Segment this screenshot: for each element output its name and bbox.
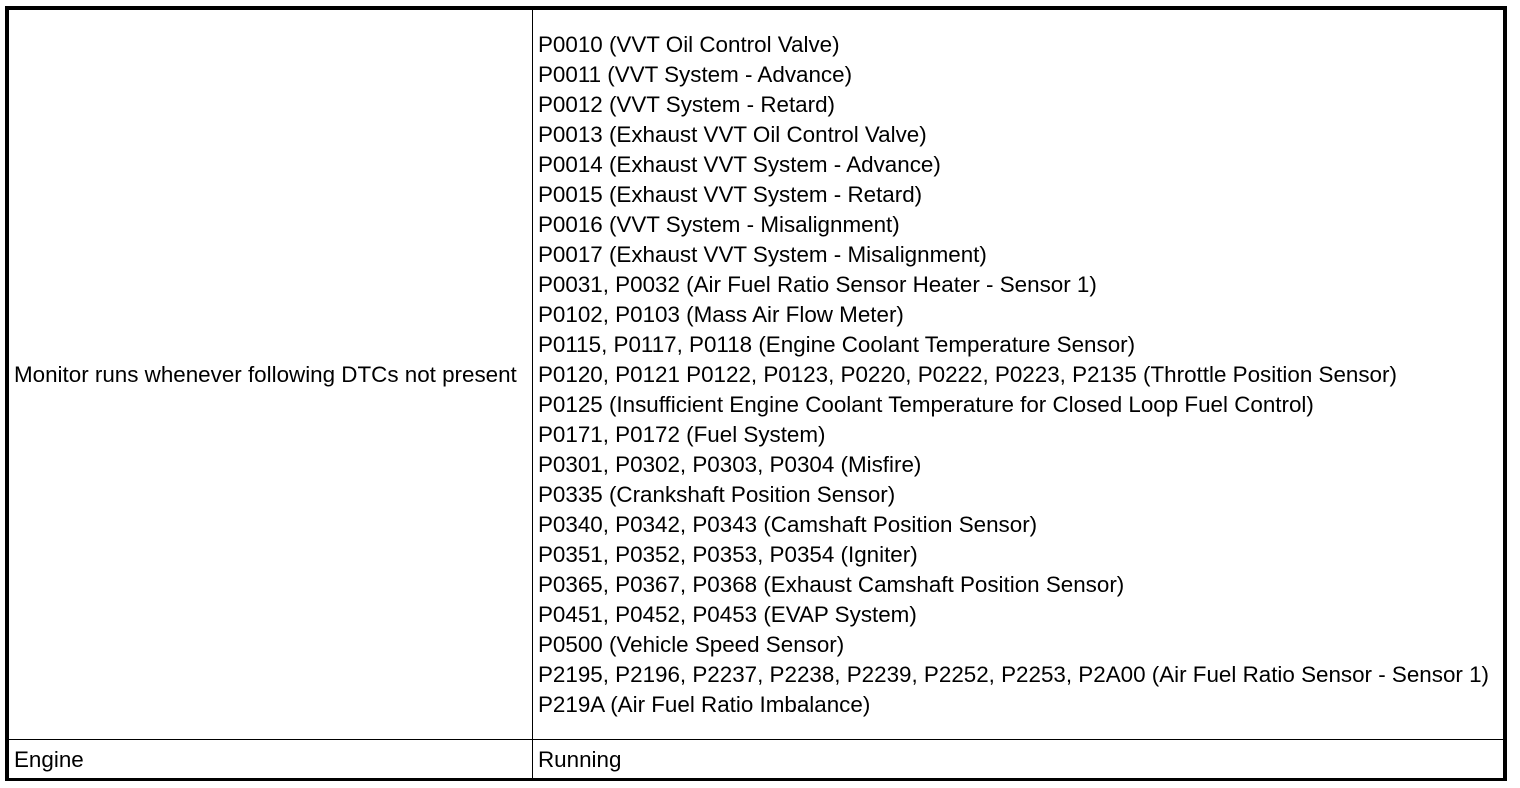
dtc-item: P0171, P0172 (Fuel System) (538, 421, 826, 447)
dtc-item: P0102, P0103 (Mass Air Flow Meter) (538, 301, 904, 327)
engine-value: Running (538, 747, 622, 772)
dtc-item: P0011 (VVT System - Advance) (538, 61, 853, 87)
dtc-item: P219A (Air Fuel Ratio Imbalance) (538, 691, 871, 717)
dtc-item: P0012 (VVT System - Retard) (538, 91, 835, 117)
spec-table (8, 9, 1504, 781)
engine-label-cell (9, 740, 533, 781)
table-row (9, 740, 1504, 781)
dtc-item: P0335 (Crankshaft Position Sensor) (538, 481, 896, 507)
dtc-item: P0365, P0367, P0368 (Exhaust Camshaft Position Sensor) (538, 571, 1125, 597)
dtc-item: P0500 (Vehicle Speed Sensor) (538, 631, 845, 657)
engine-label: Engine (14, 747, 84, 772)
dtc-item: P0017 (Exhaust VVT System - Misalignment) (538, 241, 987, 267)
dtc-item: P0014 (Exhaust VVT System - Advance) (538, 151, 941, 177)
dtc-item: P0031, P0032 (Air Fuel Ratio Sensor Heater - Sensor 1) (538, 271, 1097, 297)
dtc-item: P0451, P0452, P0453 (EVAP System) (538, 601, 917, 627)
dtc-item: P0115, P0117, P0118 (Engine Coolant Temperature Sensor) (538, 331, 1136, 357)
table-row (9, 10, 1504, 740)
spec-table-frame (5, 6, 1507, 781)
dtc-item: P0351, P0352, P0353, P0354 (Igniter) (538, 541, 918, 567)
dtc-item: P0015 (Exhaust VVT System - Retard) (538, 181, 923, 207)
engine-value-cell (533, 740, 1504, 781)
dtc-item: P0013 (Exhaust VVT Oil Control Valve) (538, 121, 927, 147)
condition-label: Monitor runs whenever following DTCs not present (14, 361, 517, 387)
condition-label-cell (9, 10, 533, 740)
dtc-item: P0301, P0302, P0303, P0304 (Misfire) (538, 451, 922, 477)
dtc-item: P0010 (VVT Oil Control Valve) (538, 31, 840, 57)
dtc-item: P0340, P0342, P0343 (Camshaft Position Sensor) (538, 511, 1038, 537)
dtc-list-cell (533, 10, 1504, 740)
dtc-item: P0016 (VVT System - Misalignment) (538, 211, 900, 237)
dtc-item: P0125 (Insufficient Engine Coolant Temperature for Closed Loop Fuel Control) (538, 391, 1314, 417)
dtc-item: P2195, P2196, P2237, P2238, P2239, P2252, P2253, P2A00 (Air Fuel Ratio Sensor - Sensor 1) (538, 661, 1489, 687)
dtc-item: P0120, P0121 P0122, P0123, P0220, P0222, P0223, P2135 (Throttle Position Sensor) (538, 361, 1397, 387)
